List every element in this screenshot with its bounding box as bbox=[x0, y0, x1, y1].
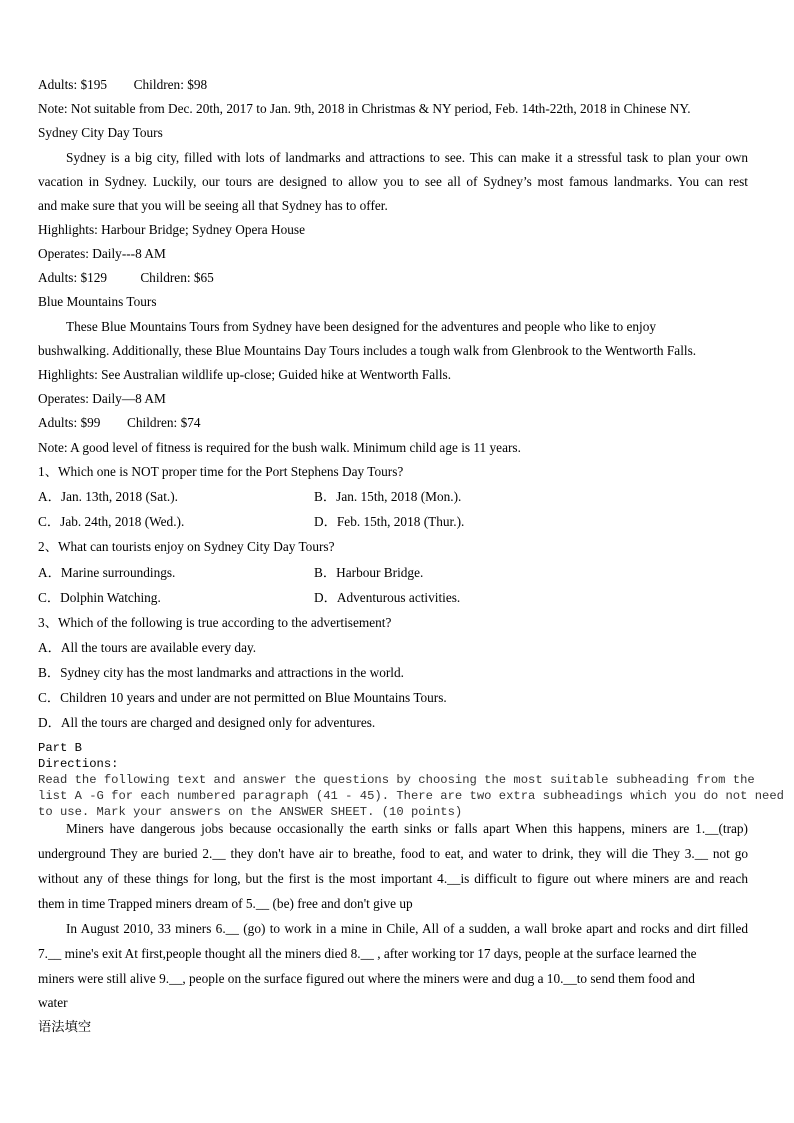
text-line: Operates: Daily—8 AM bbox=[38, 391, 166, 406]
passage-line: without any of these things for long, but the first is the most important 4.__is difficult to figure out where miners are and reach bbox=[38, 871, 748, 886]
text-line: Adults: $195 Children: $98 bbox=[38, 77, 208, 92]
directions-text: Read the following text and answer the questions by choosing the most suitable subheading from the bbox=[38, 773, 755, 787]
passage-line: 7.__ mine's exit At first,people thought all the miners died 8.__ , after working tor 17 days, people at the surface learned the bbox=[38, 946, 697, 961]
option-a: A．All the tours are available every day. bbox=[38, 640, 257, 655]
text-line: bushwalking. Additionally, these Blue Mountains Day Tours includes a tough walk from Glenbrook to the Wentworth Falls. bbox=[38, 343, 697, 358]
option-d: D．Adventurous activities. bbox=[314, 590, 461, 605]
option-c: C．Jab. 24th, 2018 (Wed.). bbox=[38, 514, 185, 529]
footer-label: 语法填空 bbox=[38, 1019, 92, 1034]
question-stem: 2、What can tourists enjoy on Sydney City Day Tours? bbox=[38, 539, 335, 554]
option-c: C．Children 10 years and under are not permitted on Blue Mountains Tours. bbox=[38, 690, 447, 705]
passage-line: them in time Trapped miners dream of 5.__ (be) free and don't give up bbox=[38, 896, 413, 911]
passage-line: underground They are buried 2.__ they don't have air to breathe, food to eat, and water to drink, they will die They 3.__ not go bbox=[38, 846, 748, 861]
text-line: Highlights: See Australian wildlife up-close; Guided hike at Wentworth Falls. bbox=[38, 367, 452, 382]
text-line: vacation in Sydney. Luckily, our tours are designed to allow you to see all of Sydney’s most famous landmarks. You can rest bbox=[38, 174, 748, 189]
text-line: and make sure that you will be seeing all that Sydney has to offer. bbox=[38, 198, 388, 213]
text-line: Note: A good level of fitness is required for the bush walk. Minimum child age is 11 years. bbox=[38, 440, 521, 455]
text-line: These Blue Mountains Tours from Sydney have been designed for the adventures and people who like to enjoy bbox=[66, 319, 657, 334]
question-stem: 1、Which one is NOT proper time for the Port Stephens Day Tours? bbox=[38, 464, 404, 479]
text-line: Adults: $99 Children: $74 bbox=[38, 415, 201, 430]
passage-line: miners were still alive 9.__, people on the surface figured out where the miners were and dug a 10.__to send them food and bbox=[38, 971, 695, 986]
option-b: B．Harbour Bridge. bbox=[314, 565, 424, 580]
section-heading: Blue Mountains Tours bbox=[38, 294, 157, 309]
option-b: B．Jan. 15th, 2018 (Mon.). bbox=[314, 489, 462, 504]
option-c: C．Dolphin Watching. bbox=[38, 590, 161, 605]
section-heading: Sydney City Day Tours bbox=[38, 125, 163, 140]
part-title: Part B bbox=[38, 741, 82, 755]
directions-text: list A -G for each numbered paragraph (41 - 45). There are two extra subheadings which you do not need bbox=[38, 789, 784, 803]
question-stem: 3、Which of the following is true according to the advertisement? bbox=[38, 615, 392, 630]
option-d: D．All the tours are charged and designed only for adventures. bbox=[38, 715, 376, 730]
text-line: Adults: $129 Children: $65 bbox=[38, 270, 214, 285]
passage-line: Miners have dangerous jobs because occasionally the earth sinks or falls apart When this happens, miners are 1.__(trap) bbox=[66, 821, 748, 836]
option-b: B．Sydney city has the most landmarks and attractions in the world. bbox=[38, 665, 404, 680]
directions-text: to use. Mark your answers on the ANSWER SHEET. (10 points) bbox=[38, 805, 463, 819]
text-line: Note: Not suitable from Dec. 20th, 2017 to Jan. 9th, 2018 in Christmas & NY period, Feb. 14th-22th, 2018 in Chinese NY. bbox=[38, 101, 691, 116]
option-a: A．Marine surroundings. bbox=[38, 565, 176, 580]
option-d: D．Feb. 15th, 2018 (Thur.). bbox=[314, 514, 465, 529]
text-line: Operates: Daily---8 AM bbox=[38, 246, 166, 261]
passage-line: In August 2010, 33 miners 6.__ (go) to work in a mine in Chile, All of a sudden, a wall broke apart and rocks and dirt filled bbox=[66, 921, 748, 936]
passage-line: water bbox=[38, 995, 68, 1010]
text-line: Highlights: Harbour Bridge; Sydney Opera House bbox=[38, 222, 306, 237]
text-line: Sydney is a big city, filled with lots of landmarks and attractions to see. This can make it a stressful task to plan your own bbox=[66, 150, 748, 165]
option-a: A．Jan. 13th, 2018 (Sat.). bbox=[38, 489, 178, 504]
directions-heading: Directions: bbox=[38, 757, 119, 771]
